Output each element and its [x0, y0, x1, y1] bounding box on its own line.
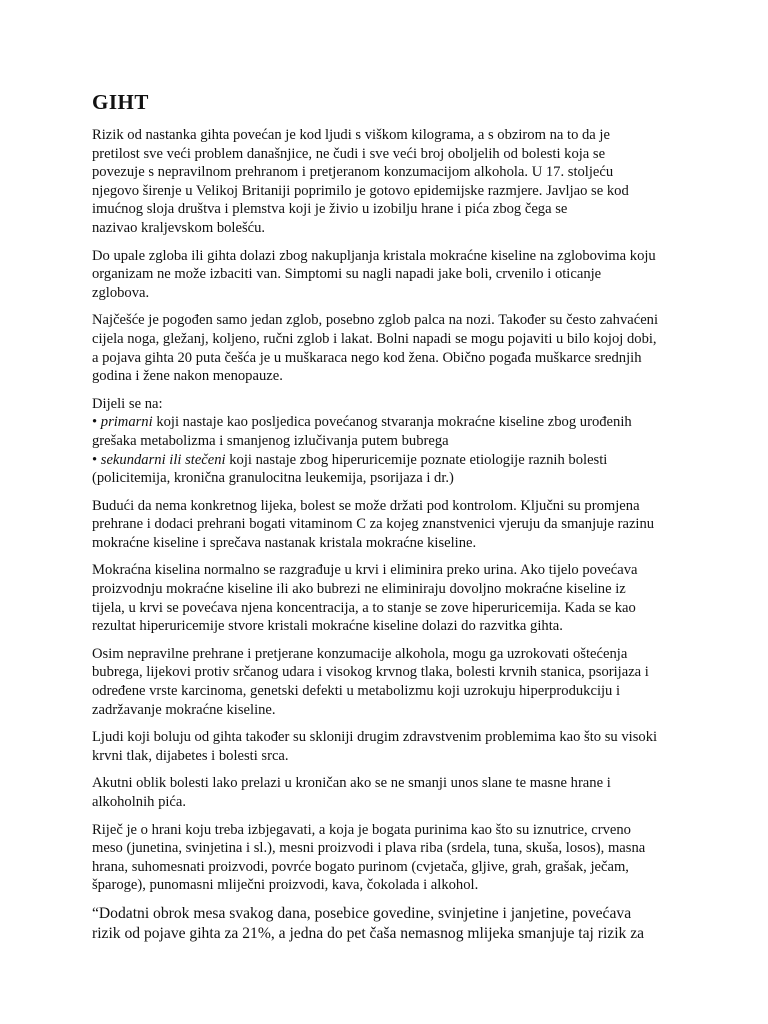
paragraph-acute-form: [92, 774, 692, 811]
text-line: rizik od pojave gihta za 21%, a jedna do pet čaša nemasnog mlijeka smanjuje taj rizik za: [92, 924, 645, 942]
text-line: (policitemija, kronična granulocitna leukemija, psorijaza i dr.): [92, 470, 454, 487]
text-line: povezuje s nepravilnom prehranom i pretjeranom konzumacijom alkohola. U 17. stoljeću: [92, 164, 614, 181]
list-item-text: koji nastaje kao posljedica povećanog stvaranja mokraćne kiseline zbog urođenih: [152, 414, 632, 431]
text-line: imućnog sloja društva i plemstva koji je živio u izobilju hrane i pića zbog čega se: [92, 201, 568, 218]
text-line: organizam ne može izbaciti van. Simptomi su nagli napadi jake boli, crvenilo i oticanje: [92, 266, 602, 283]
paragraph-affected-joints: [92, 311, 692, 385]
paragraph-comorbidities: [92, 728, 692, 765]
bullet: •: [92, 414, 101, 431]
text-line: godina i žene nakon menopauze.: [92, 368, 283, 385]
text-line: Osim nepravilne prehrane i pretjerane konzumacije alkohola, mogu ga uzrokovati oštećenja: [92, 645, 628, 662]
text-line: zglobova.: [92, 284, 150, 301]
text-line: a pojava gihta 20 puta češća je u muškaraca nego kod žena. Obično pogađa muškarce srednjih: [92, 349, 642, 366]
term-secondary: sekundarni ili stečeni: [100, 451, 226, 468]
text-line: Do upale zgloba ili gihta dolazi zbog nakupljanja kristala mokraćne kiseline na zglobovima koju: [92, 247, 656, 264]
text-line: Riječ je o hrani koju treba izbjegavati, a koja je bogata purinima kao što su iznutrice, crveno: [92, 821, 631, 838]
text-line: meso (junetina, svinjetina i sl.), mesni proizvodi i plava riba (srdela, tuna, skuša, losos), masna: [92, 840, 646, 857]
list-intro: Dijeli se na:: [92, 395, 163, 412]
text-line: Mokraćna kiselina normalno se razgrađuje u krvi i eliminira preko urina. Ako tijelo povećava: [92, 562, 638, 579]
list-item-secondary: [92, 451, 692, 470]
text-line: alkoholnih pića.: [92, 794, 187, 810]
paragraph-treatment: [92, 497, 692, 553]
text-line: tijela, u krvi se povećava njena koncentracija, a to stanje se zove hiperuricemija. Kada se kao: [92, 599, 636, 616]
paragraph-types-list: [92, 395, 692, 488]
text-line: šparoge), punomasni mliječni proizvodi, kava, čokolada i alkohol.: [92, 877, 479, 894]
text-line: hrana, suhomesnati proizvodi, povrće bogato purinom (cvjetača, gljive, grah, grašak, ječam,: [92, 858, 629, 875]
text-line: proizvodnju mokraćne kiseline ili ako bubrezi ne eliminiraju dovoljno mokraćne kiseline iz: [92, 581, 626, 598]
text-line: cijela noga, gležanj, koljeno, ručni zglob i lakat. Bolni napadi se mogu pojaviti u bilo kojoj dobi,: [92, 330, 657, 347]
text-line: nazivao kraljevskom bolešću.: [92, 219, 266, 236]
text-line: određene vrste karcinoma, genetski defekti u metabolizmu koji uzrokuju hiperprodukciju i: [92, 683, 621, 700]
text-line: rezultat hiperuricemije stvore kristali mokraćne kiseline dolazi do razvitka gihta.: [92, 618, 563, 635]
text-line: pretilost sve veći problem današnjice, ne čudi i sve veći broj oboljelih od bolesti koja se: [92, 145, 606, 162]
paragraph-other-causes: [92, 645, 692, 719]
bullet: •: [92, 451, 101, 468]
text-line: krvni tlak, dijabetes i bolesti srca.: [92, 747, 289, 764]
paragraph-foods-to-avoid: [92, 821, 692, 895]
text-line: Ljudi koji boluju od gihta također su skloniji drugim zdravstvenim problemima kao što su visoki: [92, 729, 658, 746]
text-line: prehrane i dodaci prehrani bogati vitaminom C za kojeg znanstvenici vjeruju da smanjuje razinu: [92, 516, 655, 533]
paragraph-intro: [92, 126, 692, 238]
term-primary: primarni: [100, 414, 153, 431]
text-line: “Dodatni obrok mesa svakog dana, posebice govedine, svinjetine i janjetine, povećava: [92, 904, 632, 922]
text-line: bubrega, lijekovi protiv srčanog udara i visokog krvnog tlaka, bolesti krvnih stanica, psorijaza i: [92, 664, 649, 681]
text-line: njegovo širenje u Velikoj Britaniji poprimilo je gotovo epidemijske razmjere. Javljao se kod: [92, 182, 629, 199]
text-line: grešaka metabolizma i smanjenog izlučivanja putem bubrega: [92, 432, 449, 449]
document-page: [92, 84, 692, 953]
text-line: Rizik od nastanka gihta povećan je kod ljudi s viškom kilograma, a s obzirom na to da je: [92, 127, 610, 143]
paragraph-uric-acid: [92, 561, 692, 635]
list-item-text: koji nastaje zbog hiperuricemije poznate etiologije raznih bolesti: [225, 451, 608, 468]
text-line: Najčešće je pogođen samo jedan zglob, posebno zglob palca na nozi. Također su često zahvaćeni: [92, 312, 659, 329]
text-line: mokraćne kiseline i sprečava nastanak kristala mokraćne kiseline.: [92, 534, 477, 551]
document-title: GIHT: [92, 90, 149, 114]
paragraph-quote: [92, 904, 692, 944]
text-line: Akutni oblik bolesti lako prelazi u kroničan ako se ne smanji unos slane te masne hrane i: [92, 775, 611, 792]
paragraph-cause: [92, 247, 692, 303]
text-line: Budući da nema konkretnog lijeka, bolest se može držati pod kontrolom. Ključni su promjena: [92, 497, 640, 514]
text-line: zadržavanje mokraćne kiseline.: [92, 701, 276, 718]
list-item-primary: [92, 413, 692, 432]
